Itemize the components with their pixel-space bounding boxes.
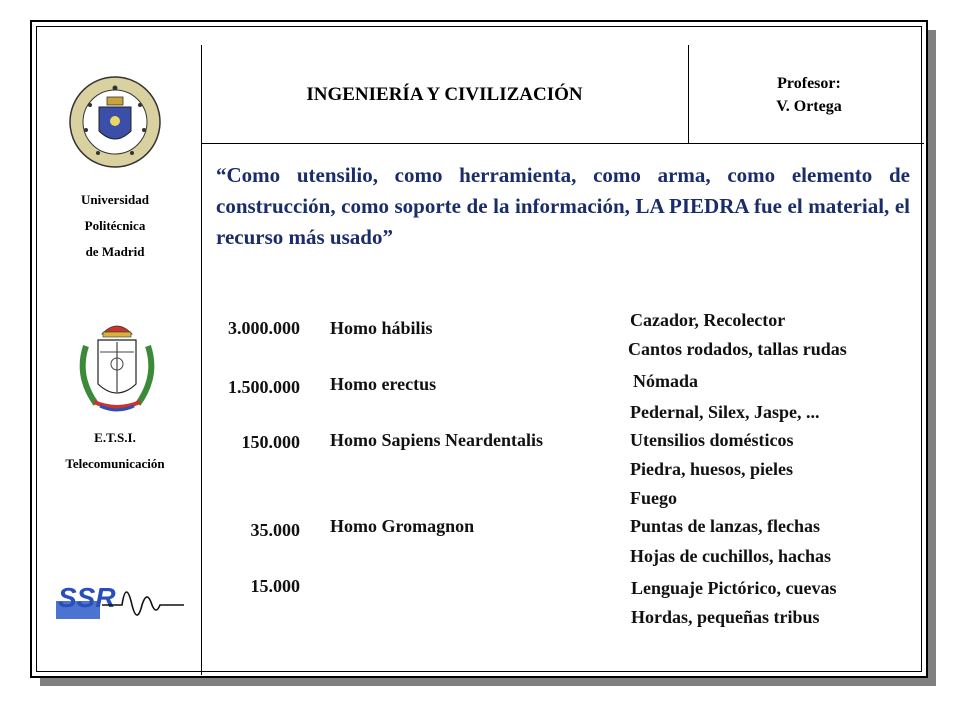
university-line-1: Universidad (81, 192, 149, 207)
year-1: 3.000.000 (228, 318, 300, 338)
trait-4-1: Puntas de lanzas, flechas (630, 516, 821, 536)
year-4: 35.000 (250, 520, 300, 540)
trait-1-2: Cantos rodados, tallas rudas (628, 339, 847, 359)
trait-2-2: Pedernal, Silex, Jaspe, ... (630, 402, 820, 422)
species-1: Homo hábilis (330, 318, 433, 338)
university-line-3: de Madrid (85, 244, 145, 259)
trait-3-1: Utensilios domésticos (630, 430, 794, 450)
year-5: 15.000 (250, 576, 300, 596)
professor-label: Profesor: (777, 75, 841, 92)
year-3: 150.000 (241, 432, 300, 452)
header-divider (201, 143, 924, 144)
trait-3-2: Piedra, huesos, pieles (630, 459, 794, 479)
trait-5-2: Hordas, pequeñas tribus (631, 607, 820, 627)
species-4: Homo Gromagnon (330, 516, 475, 536)
page-title: INGENIERÍA Y CIVILIZACIÓN (306, 84, 583, 105)
school-line-1: E.T.S.I. (94, 430, 136, 445)
species-3: Homo Sapiens Neardentalis (330, 430, 544, 450)
trait-3-3: Fuego (630, 488, 677, 508)
school-crest (72, 316, 162, 416)
ssr-logo-text: SSR (58, 582, 116, 613)
university-line-2: Politécnica (84, 218, 146, 233)
professor-info (689, 72, 929, 118)
trait-5-1: Lenguaje Pictórico, cuevas (631, 578, 837, 598)
professor-name: V. Ortega (776, 98, 842, 115)
university-name (40, 187, 190, 265)
trait-2-1: Nómada (633, 371, 699, 391)
trait-4-2: Hojas de cuchillos, hachas (630, 546, 832, 566)
ssr-logo (52, 575, 187, 625)
school-line-2: Telecomunicación (65, 456, 165, 471)
university-seal (68, 75, 162, 169)
quote-text: “Como utensilio, como herramienta, como arma, como elemento de construcción, como soporte de la información, LA PIEDRA fue el material, el recurso más usado” (216, 163, 910, 249)
school-name (40, 425, 190, 477)
species-2: Homo erectus (330, 374, 437, 394)
trait-1-1: Cazador, Recolector (630, 310, 786, 330)
year-2: 1.500.000 (228, 377, 300, 397)
